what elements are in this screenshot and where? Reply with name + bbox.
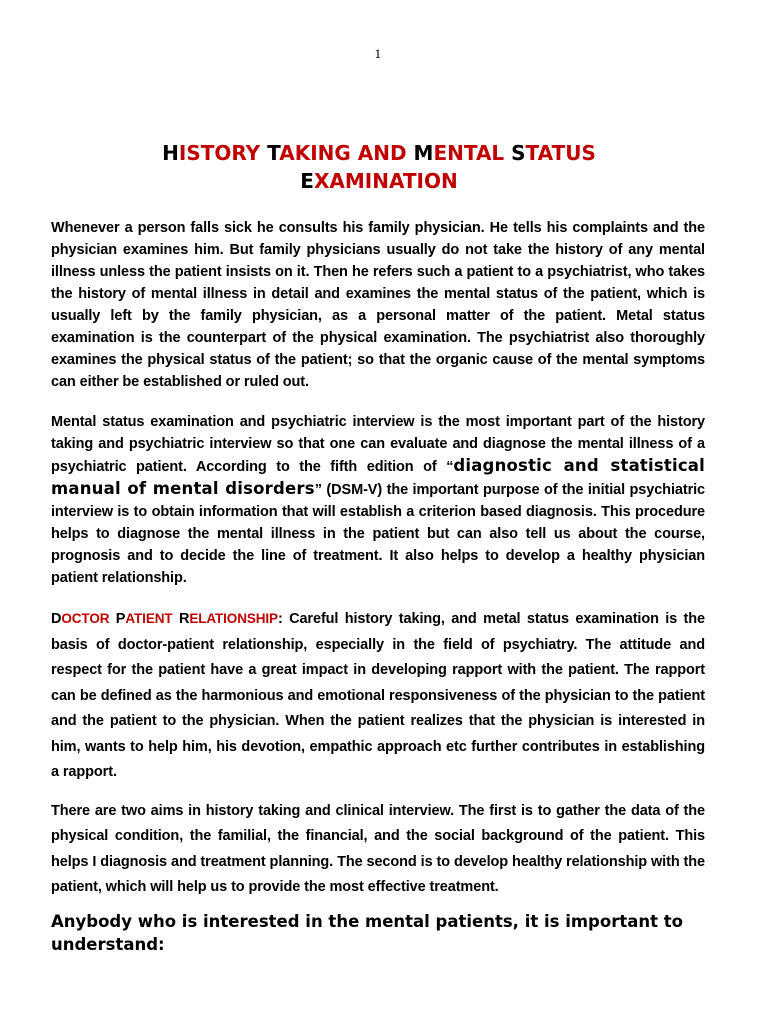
heading-cap-d: D <box>51 611 62 627</box>
paragraph-doctor-patient-relationship <box>51 606 705 786</box>
title-rest-5: XAMINATION <box>313 169 458 193</box>
inline-heading-doctor-patient-relationship <box>51 611 283 627</box>
title-cap-2: T <box>267 141 280 165</box>
title-rest-2: AKING AND <box>279 141 407 165</box>
paragraph-intro: Whenever a person falls sick he consults his family physician. He tells his complaints and the physician examines him. But family physicians usually do not take the history of any mental illness unless the patient insists on it. Then he refers such a patient to a psychiatrist, who takes the history of mental illness in detail and examines the mental status of the patient, which is usually left by the family physician, as a personal matter of the patient. Metal status examination is the counterpart of the physical examination. The psychiatrist also thoroughly examines the physical status of the patient; so that the organic cause of the mental symptoms can either be established or ruled out. <box>51 220 705 390</box>
heading-rest-octor: OCTOR <box>61 611 110 626</box>
title-rest-3: ENTAL <box>433 141 505 165</box>
paragraph-mental-status-text-after: ” (DSM-V) the important purpose of the initial psychiatric interview is to obtain information that will establish a criterion based diagnosis. This procedure helps to diagnose the mental illness in the patient but can also tell us about the course, prognosis and to decide the line of treatment. It also helps to develop a healthy physician patient relationship. <box>51 482 705 586</box>
closing-heading: Anybody who is interested in the mental patients, it is important to understand: <box>51 911 683 954</box>
title-rest-4: TATUS <box>525 141 596 165</box>
heading-rest-atient: ATIENT <box>125 611 173 626</box>
heading-colon: : <box>277 611 283 627</box>
dsm-manual-title: diagnostic and statistical manual of mental disorders <box>51 456 705 498</box>
heading-cap-p: P <box>115 611 126 627</box>
title-cap-3: M <box>413 141 434 165</box>
title-rest-1: ISTORY <box>178 141 261 165</box>
page-number: 1 <box>374 48 382 61</box>
paragraph-doctor-patient-relationship-text: Careful history taking, and metal status examination is the basis of doctor-patient relationship, especially in the field of psychiatry. The attitude and respect for the patient have a great impact in developing rapport with the patient. The rapport can be defined as the harmonious and emotional responsiveness of the physician to the patient and the patient to the physician. When the patient realizes that the physician is interested in him, wants to help him, his devotion, empathic approach etc further contributes in establishing a rapport. <box>51 611 705 780</box>
title-cap-1: H <box>162 141 179 165</box>
paragraph-two-aims: There are two aims in history taking and clinical interview. The first is to gather the data of the physical condition, the familial, the financial, and the social background of the patient. This helps I diagnosis and treatment planning. The second is to develop healthy relationship with the patient, which will help us to provide the most effective treatment. <box>51 802 705 895</box>
paragraph-mental-status <box>51 411 705 589</box>
document-body <box>51 217 705 956</box>
title-cap-4: S <box>511 141 526 165</box>
document-title <box>60 139 698 195</box>
heading-rest-elationship: ELATIONSHIP <box>189 611 278 626</box>
heading-cap-r: R <box>178 611 190 627</box>
paragraph-mental-status-text-before: Mental status examination and psychiatric interview is the most important part of the history taking and psychiatric interview so that one can evaluate and diagnose the mental illness of a psychiatric patient. According to the fifth edition of “ <box>51 414 705 475</box>
title-cap-5: E <box>300 169 314 193</box>
